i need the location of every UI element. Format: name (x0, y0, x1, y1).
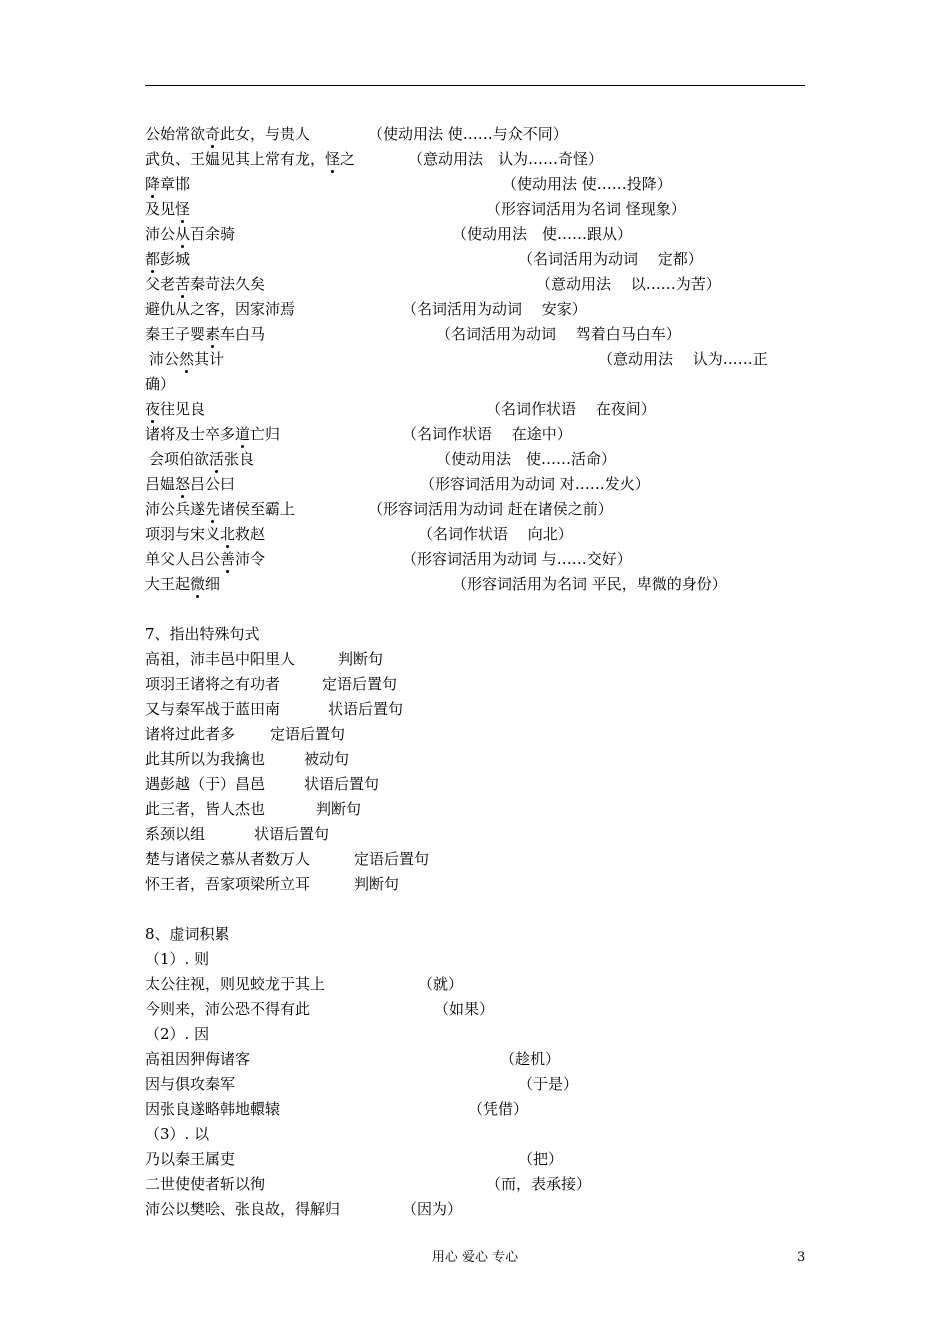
usage-line: 诸将及士卒多道亡归 (145, 425, 281, 443)
page-number: 3 (797, 1250, 806, 1265)
sentence-type: 状语后置句 (328, 700, 404, 718)
usage-line: 沛公然其计 (149, 350, 225, 368)
usage-line: 沛公兵遂先诸侯至霸上 (145, 500, 296, 518)
usage-line: 避仇从之客，因家沛焉 (145, 300, 296, 318)
meaning: （如果） (434, 1000, 495, 1018)
meaning: （就） (418, 975, 464, 993)
meaning: （凭借） (468, 1100, 529, 1118)
meaning: （因为） (402, 1200, 463, 1218)
usage-line: 降章邯 (145, 175, 191, 193)
usage-note: （名词作状语 在途中） (402, 425, 572, 443)
usage-note: （使动用法 使……与众不同） (368, 125, 568, 143)
usage-note: （形容词活用为动词 与……交好） (402, 550, 632, 568)
sentence: 沛公以樊哙、张良故，得解归 (145, 1200, 341, 1218)
sentence: 怀王者，吾家项梁所立耳 (145, 875, 311, 893)
usage-note: （意动用法 认为……奇怪） (408, 150, 604, 168)
meaning: （趁机） (500, 1050, 561, 1068)
sentence: 此三者，皆人杰也 (145, 800, 266, 818)
sentence-type: 被动句 (304, 750, 350, 768)
group-label: （1）. 则 (145, 950, 210, 968)
usage-line: 父老苦秦苛法久矣 (145, 275, 266, 293)
sentence: 高祖，沛丰邑中阳里人 (145, 650, 296, 668)
usage-note: （名词活用为动词 定都） (518, 250, 703, 268)
sentence-type: 判断句 (316, 800, 362, 818)
usage-line: 大王起微细 (145, 575, 221, 593)
sentence-type: 状语后置句 (304, 775, 380, 793)
sentence-type: 定语后置句 (270, 725, 346, 743)
usage-note: （形容词活用为动词 对……发火） (420, 475, 650, 493)
usage-line: 吕媪怒吕公曰 (145, 475, 236, 493)
usage-line: 夜往见良 (145, 400, 206, 418)
meaning: （而，表承接） (486, 1175, 592, 1193)
usage-note: （名词活用为动词 安家） (402, 300, 587, 318)
usage-note: （形容词活用为动词 赶在诸侯之前） (368, 500, 613, 518)
sentence: 二世使使者斩以徇 (145, 1175, 266, 1193)
sentence: 系颈以组 (145, 825, 206, 843)
sentence: 乃以秦王属吏 (145, 1150, 236, 1168)
usage-note: （名词作状语 向北） (418, 525, 573, 543)
page-footer: 用心 爱心 专心 (431, 1250, 519, 1265)
sentence: 太公往视，则见蛟龙于其上 (145, 975, 326, 993)
usage-line: 沛公从百余骑 (145, 225, 236, 243)
sentence-type: 判断句 (338, 650, 384, 668)
usage-line: 公始常欲奇此女，与贵人 (145, 125, 311, 143)
sentence: 诸将过此者多 (145, 725, 236, 743)
sentence: 因与俱攻秦军 (145, 1075, 236, 1093)
group-label: （2）. 因 (145, 1025, 210, 1043)
usage-note: （意动用法 认为……正 (598, 350, 768, 368)
usage-note: （名词活用为动词 驾着白马白车） (436, 325, 681, 343)
sentence: 又与秦军战于蓝田南 (145, 700, 281, 718)
usage-note: （形容词活用为名词 怪现象） (486, 200, 686, 218)
group-label: （3）. 以 (145, 1125, 210, 1143)
sentence-type: 定语后置句 (354, 850, 430, 868)
usage-note: （使动用法 使……活命） (436, 450, 617, 468)
sentence: 遇彭越（于）昌邑 (145, 775, 266, 793)
usage-line: 项羽与宋义北救赵 (145, 525, 266, 543)
usage-line: 武负、王媪见其上常有龙，怪之 (145, 150, 356, 168)
usage-note: （意动用法 以……为苦） (536, 275, 721, 293)
sentence-type: 定语后置句 (322, 675, 398, 693)
sentence-type: 判断句 (354, 875, 400, 893)
sentence: 因张良遂略韩地轘辕 (145, 1100, 281, 1118)
usage-line: 单父人吕公善沛令 (145, 550, 266, 568)
usage-note: （名词作状语 在夜间） (486, 400, 656, 418)
section-heading: 7、指出特殊句式 (145, 625, 260, 643)
usage-note: （使动用法 使……跟从） (452, 225, 633, 243)
usage-note: （使动用法 使……投降） (502, 175, 672, 193)
usage-note: （形容词活用为名词 平民，卑微的身份） (452, 575, 727, 593)
sentence-type: 状语后置句 (254, 825, 330, 843)
sentence: 项羽王诸将之有功者 (145, 675, 281, 693)
usage-line: 会项伯欲活张良 (149, 450, 255, 468)
sentence: 今则来，沛公恐不得有此 (145, 1000, 311, 1018)
sentence: 高祖因狎侮诸客 (145, 1050, 251, 1068)
usage-line: 秦王子婴素车白马 (145, 325, 266, 343)
usage-line: 及见怪 (145, 200, 191, 218)
sentence: 此其所以为我擒也 (145, 750, 266, 768)
usage-line: 都彭城 (145, 250, 191, 268)
section-heading: 8、虚词积累 (145, 925, 230, 943)
meaning: （于是） (518, 1075, 579, 1093)
sentence: 楚与诸侯之慕从者数万人 (145, 850, 311, 868)
header-rule (145, 85, 805, 86)
usage-line: 确） (145, 375, 176, 393)
meaning: （把） (518, 1150, 564, 1168)
